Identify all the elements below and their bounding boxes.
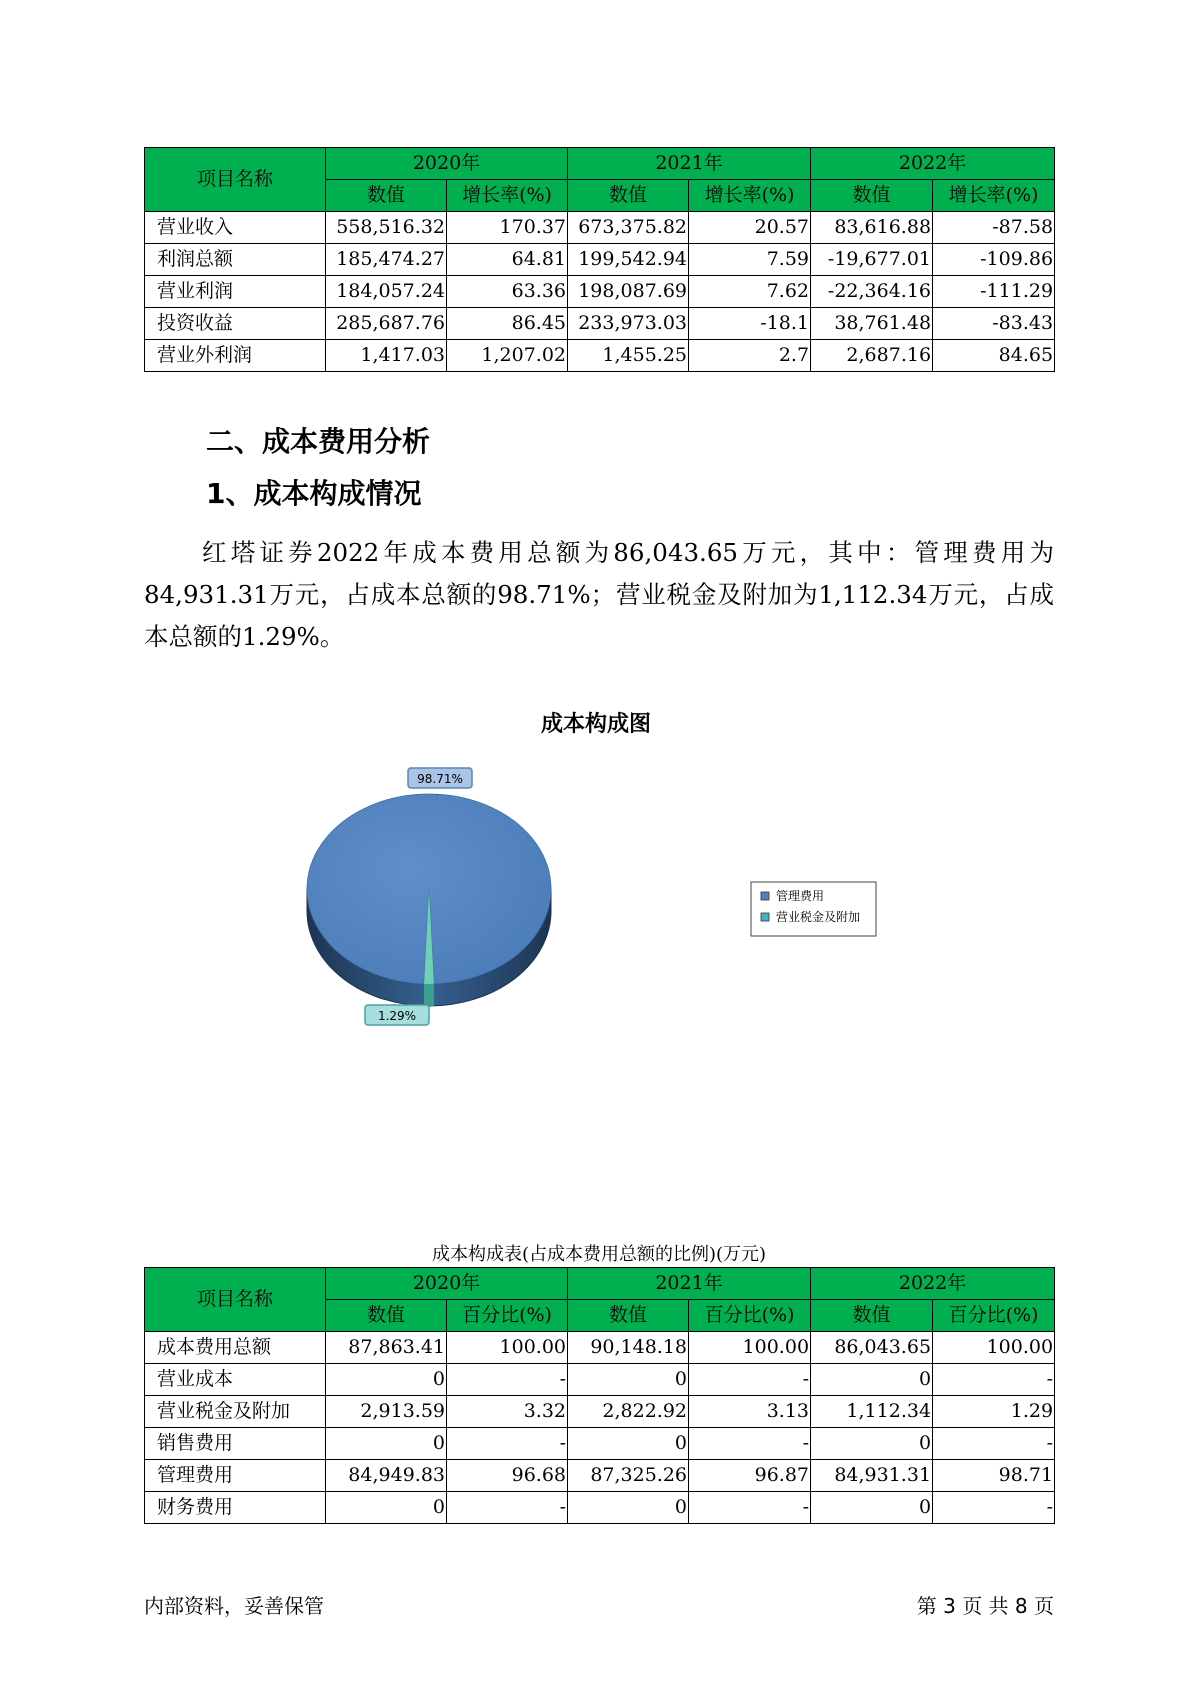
header-year-2021: 2021年 — [568, 1268, 811, 1300]
header-value: 数值 — [811, 1300, 933, 1332]
chart-title: 成本构成图 — [540, 712, 652, 737]
table-row — [145, 1428, 1055, 1460]
cell-rate: 1,207.02 — [447, 340, 568, 372]
header-year-2022: 2022年 — [811, 1268, 1055, 1300]
row-label: 管理费用 — [145, 1460, 326, 1492]
table-row — [145, 1460, 1055, 1492]
cell-value: 1,455.25 — [568, 340, 689, 372]
cell-percent: - — [933, 1428, 1055, 1460]
cell-rate: 7.59 — [689, 244, 811, 276]
cell-value: 87,863.41 — [326, 1332, 447, 1364]
cell-value: 285,687.76 — [326, 308, 447, 340]
cell-value: 0 — [568, 1492, 689, 1524]
row-label: 营业外利润 — [145, 340, 326, 372]
cell-percent: - — [447, 1492, 568, 1524]
cell-percent: - — [447, 1428, 568, 1460]
cell-value: 185,474.27 — [326, 244, 447, 276]
pie-layer — [307, 768, 551, 1025]
table-row — [145, 1332, 1055, 1364]
cell-percent: 1.29 — [933, 1396, 1055, 1428]
cell-value: 90,148.18 — [568, 1332, 689, 1364]
cell-value: 87,325.26 — [568, 1460, 689, 1492]
cell-value: 233,973.03 — [568, 308, 689, 340]
row-label: 营业收入 — [145, 212, 326, 244]
cell-rate: -111.29 — [933, 276, 1055, 308]
cell-value: 0 — [811, 1428, 933, 1460]
cell-value: 2,687.16 — [811, 340, 933, 372]
cell-rate: 7.62 — [689, 276, 811, 308]
header-year-2022: 2022年 — [811, 148, 1055, 180]
cell-value: 558,516.32 — [326, 212, 447, 244]
header-year-2021: 2021年 — [568, 148, 811, 180]
cell-rate: -83.43 — [933, 308, 1055, 340]
cell-percent: 96.87 — [689, 1460, 811, 1492]
cell-percent: - — [933, 1492, 1055, 1524]
cell-value: 199,542.94 — [568, 244, 689, 276]
cell-rate: 63.36 — [447, 276, 568, 308]
cost-table-caption: 成本构成表(占成本费用总额的比例)(万元) — [431, 1244, 767, 1265]
section-title: 二、成本费用分析 — [206, 425, 431, 458]
cell-value: 0 — [568, 1428, 689, 1460]
row-label: 财务费用 — [145, 1492, 326, 1524]
table-row — [145, 1364, 1055, 1396]
footer-page-number: 第 3 页 共 8 页 — [916, 1594, 1054, 1618]
header-value: 数值 — [568, 180, 689, 212]
header-value: 数值 — [326, 1300, 447, 1332]
data-label-management-fee: 98.71% — [417, 772, 463, 786]
cell-value: 84,931.31 — [811, 1460, 933, 1492]
header-percent: 百分比(%) — [933, 1300, 1055, 1332]
pie-slice-side-small — [424, 984, 434, 1006]
cell-value: 1,417.03 — [326, 340, 447, 372]
cell-percent: - — [689, 1428, 811, 1460]
cell-value: -22,364.16 — [811, 276, 933, 308]
header-percent: 百分比(%) — [689, 1300, 811, 1332]
legend-swatch — [761, 913, 769, 921]
cell-value: 673,375.82 — [568, 212, 689, 244]
header-value: 数值 — [568, 1300, 689, 1332]
cell-value: 0 — [811, 1364, 933, 1396]
cell-rate: 20.57 — [689, 212, 811, 244]
legend-label: 管理费用 — [776, 889, 825, 903]
cell-value: 0 — [326, 1364, 447, 1396]
cell-value: 86,043.65 — [811, 1332, 933, 1364]
chart-legend — [751, 882, 876, 936]
cell-percent: - — [933, 1364, 1055, 1396]
row-label: 销售费用 — [145, 1428, 326, 1460]
cell-percent: 100.00 — [933, 1332, 1055, 1364]
cell-rate: -18.1 — [689, 308, 811, 340]
row-label: 营业税金及附加 — [145, 1396, 326, 1428]
footer-confidential: 内部资料，妥善保管 — [144, 1594, 324, 1618]
cell-value: 198,087.69 — [568, 276, 689, 308]
cell-percent: 3.13 — [689, 1396, 811, 1428]
row-label: 成本费用总额 — [145, 1332, 326, 1364]
cell-value: 0 — [568, 1364, 689, 1396]
data-label-tax-surcharge: 1.29% — [377, 1009, 417, 1023]
cell-rate: 84.65 — [933, 340, 1055, 372]
cost-table — [144, 1267, 1055, 1524]
cell-value: -19,677.01 — [811, 244, 933, 276]
cell-percent: - — [447, 1364, 568, 1396]
header-growth-rate: 增长率(%) — [689, 180, 811, 212]
cost-summary-paragraph: 红塔证券2022年成本费用总额为86,043.65万元，其中：管理费用为84,931.31万元，占成本总额的98.71%；营业税金及附加为1,112.34万元，占成本总额的1.29%。 — [144, 538, 1054, 651]
subsection-title: 1、成本构成情况 — [206, 477, 422, 510]
cell-value: 0 — [811, 1492, 933, 1524]
cell-percent: 100.00 — [689, 1332, 811, 1364]
header-item-name: 项目名称 — [145, 1268, 326, 1332]
cell-rate: 2.7 — [689, 340, 811, 372]
cell-value: 2,822.92 — [568, 1396, 689, 1428]
header-value: 数值 — [811, 180, 933, 212]
cell-value: 1,112.34 — [811, 1396, 933, 1428]
cell-value: 0 — [326, 1492, 447, 1524]
table-row — [145, 1492, 1055, 1524]
header-year-2020: 2020年 — [326, 148, 568, 180]
cell-percent: 98.71 — [933, 1460, 1055, 1492]
cell-value: 2,913.59 — [326, 1396, 447, 1428]
cell-rate: 170.37 — [447, 212, 568, 244]
cell-rate: 86.45 — [447, 308, 568, 340]
cell-rate: -109.86 — [933, 244, 1055, 276]
cell-value: 184,057.24 — [326, 276, 447, 308]
header-growth-rate: 增长率(%) — [933, 180, 1055, 212]
header-year-2020: 2020年 — [326, 1268, 568, 1300]
row-label: 利润总额 — [145, 244, 326, 276]
row-label: 营业成本 — [145, 1364, 326, 1396]
table-row — [145, 1396, 1055, 1428]
cell-percent: 100.00 — [447, 1332, 568, 1364]
legend-swatch — [761, 892, 769, 900]
cell-percent: - — [689, 1364, 811, 1396]
cell-value: 0 — [326, 1428, 447, 1460]
cell-percent: 3.32 — [447, 1396, 568, 1428]
cell-rate: 64.81 — [447, 244, 568, 276]
cell-value: 83,616.88 — [811, 212, 933, 244]
header-growth-rate: 增长率(%) — [447, 180, 568, 212]
cell-value: 38,761.48 — [811, 308, 933, 340]
header-item-name: 项目名称 — [145, 148, 326, 212]
row-label: 投资收益 — [145, 308, 326, 340]
row-label: 营业利润 — [145, 276, 326, 308]
header-value: 数值 — [326, 180, 447, 212]
cell-percent: 96.68 — [447, 1460, 568, 1492]
cell-rate: -87.58 — [933, 212, 1055, 244]
cell-percent: - — [689, 1492, 811, 1524]
cell-value: 84,949.83 — [326, 1460, 447, 1492]
header-percent: 百分比(%) — [447, 1300, 568, 1332]
legend-label: 营业税金及附加 — [776, 910, 861, 924]
